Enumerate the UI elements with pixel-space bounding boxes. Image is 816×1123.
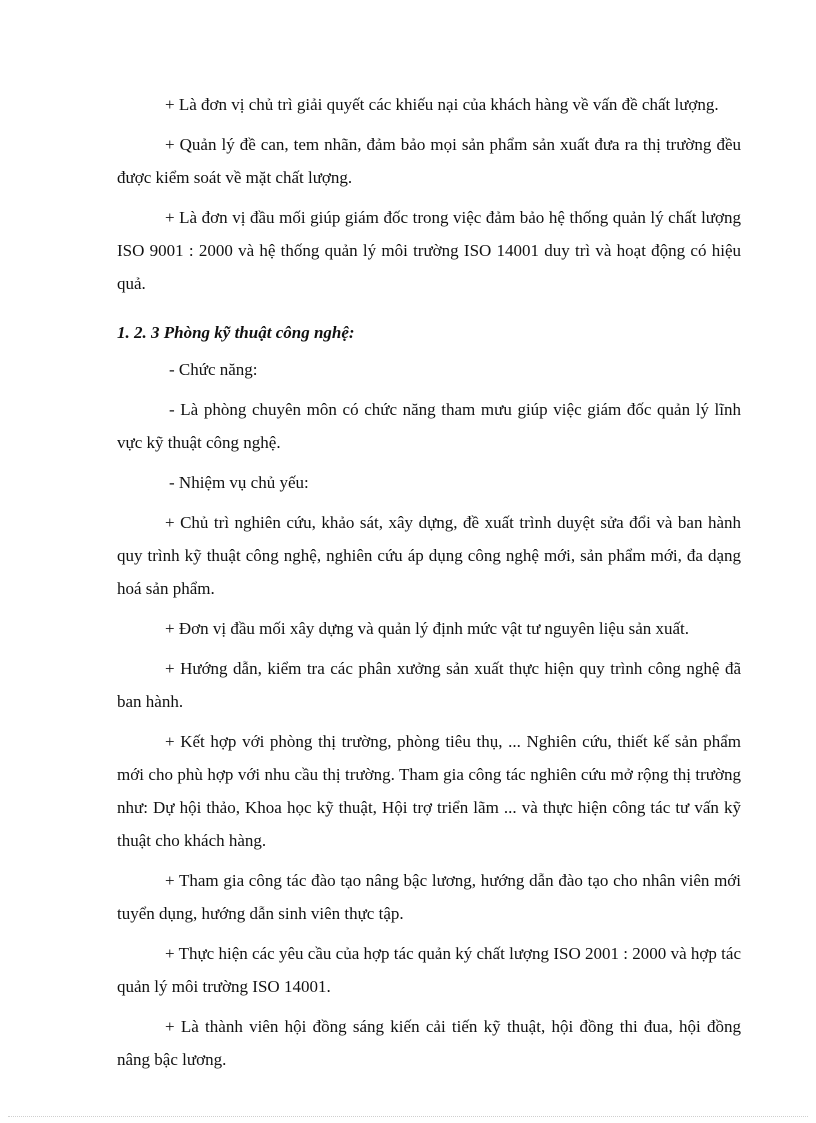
paragraph-iso: + Là đơn vị đầu mối giúp giám đốc trong việc đảm bảo hệ thống quản lý chất lượng ISO 9001 : 2000 và hệ thống quản lý môi trường ISO 14001 duy trì và hoạt động có hiệu quả.	[117, 208, 741, 293]
function-label: - Chức năng:	[169, 360, 258, 379]
duty-item: + Hướng dẫn, kiểm tra các phân xưởng sản xuất thực hiện quy trình công nghệ đã ban hành.	[117, 659, 741, 711]
paragraph-complaints: + Là đơn vị chủ trì giải quyết các khiếu nại của khách hàng về vấn đề chất lượng.	[165, 95, 719, 114]
duties-label: - Nhiệm vụ chủ yếu:	[169, 473, 309, 492]
paragraph-labels: + Quản lý đề can, tem nhãn, đảm bảo mọi sản phẩm sản xuất đưa ra thị trường đều được kiểm soát về mặt chất lượng.	[117, 135, 741, 187]
duty-item: + Tham gia công tác đào tạo nâng bậc lương, hướng dẫn đào tạo cho nhân viên mới tuyển dụng, hướng dẫn sinh viên thực tập.	[117, 871, 741, 923]
section-heading: 1. 2. 3 Phòng kỹ thuật công nghệ:	[117, 323, 355, 342]
duty-item: + Thực hiện các yêu cầu của hợp tác quản ký chất lượng ISO 2001 : 2000 và hợp tác quản lý môi trường ISO 14001.	[117, 944, 741, 996]
duty-item: + Chủ trì nghiên cứu, khảo sát, xây dựng, đề xuất trình duyệt sửa đổi và ban hành quy trình kỹ thuật công nghệ, nghiên cứu áp dụng công nghệ mới, sản phẩm mới, đa dạng hoá sản phẩm.	[117, 513, 741, 598]
duty-item: + Đơn vị đầu mối xây dựng và quản lý định mức vật tư nguyên liệu sản xuất.	[165, 619, 690, 638]
document-page	[117, 88, 741, 1083]
duty-item: + Là thành viên hội đồng sáng kiến cải tiến kỹ thuật, hội đồng thi đua, hội đồng nâng bậc lương.	[117, 1017, 741, 1069]
page-bottom-divider	[8, 1116, 808, 1117]
duty-item: + Kết hợp với phòng thị trường, phòng tiêu thụ, ... Nghiên cứu, thiết kế sản phẩm mới cho phù hợp với nhu cầu thị trường. Tham gia công tác nghiên cứu mở rộng thị trường như: Dự hội thảo, Khoa học kỹ thuật, Hội trợ triển lãm ... và thực hiện công tác tư vấn kỹ thuật cho khách hàng.	[117, 732, 741, 850]
function-text: - Là phòng chuyên môn có chức năng tham mưu giúp việc giám đốc quản lý lĩnh vực kỹ thuật công nghệ.	[117, 400, 741, 452]
